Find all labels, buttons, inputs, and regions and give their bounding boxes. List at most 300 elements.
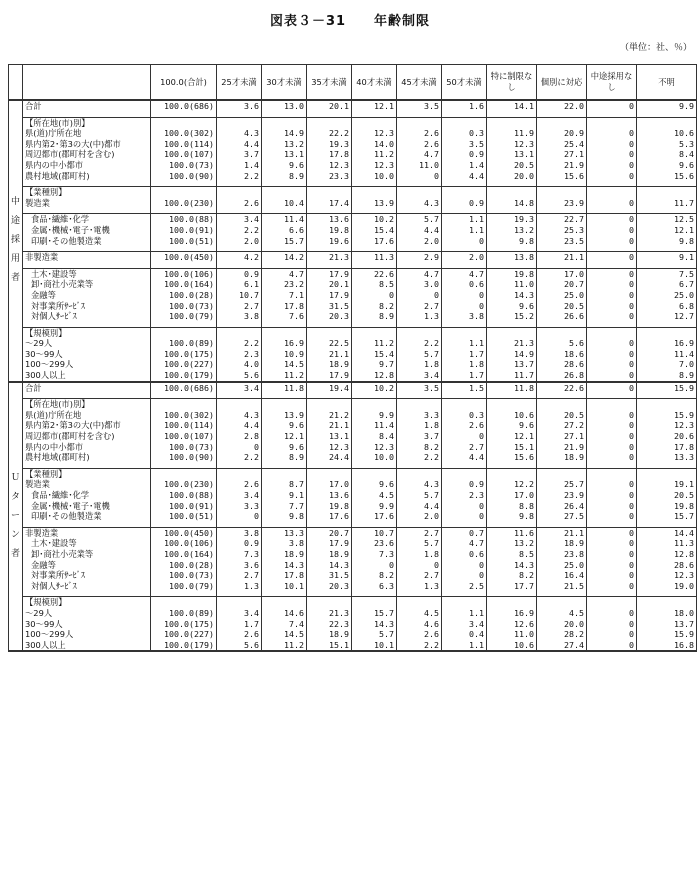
- value-cell: 2.7: [217, 570, 262, 581]
- value-cell: 2.6: [397, 139, 442, 150]
- value-cell: 1.7: [442, 370, 487, 382]
- row-label: 周辺都市(郡町村を含む): [23, 149, 151, 160]
- row-label: 非製造業: [23, 252, 151, 263]
- value-cell: 0: [397, 290, 442, 301]
- value-cell: 0.3: [442, 128, 487, 139]
- value-cell: [397, 187, 442, 198]
- value-cell: 18.9: [307, 549, 352, 560]
- value-cell: 20.9: [537, 128, 587, 139]
- value-cell: 2.3: [217, 349, 262, 360]
- value-cell: 12.3: [352, 442, 397, 453]
- value-cell: 17.9: [307, 268, 352, 279]
- value-cell: [352, 117, 397, 128]
- value-cell: [442, 327, 487, 338]
- value-cell: 5.7: [397, 538, 442, 549]
- value-cell: 18.9: [262, 549, 307, 560]
- table-row: [9, 490, 697, 501]
- table-row: [9, 252, 697, 263]
- table-row: [9, 410, 697, 421]
- row-label: 【業種別】: [23, 187, 151, 198]
- value-cell: 8.9: [637, 370, 697, 382]
- value-cell: 12.1: [352, 100, 397, 112]
- value-cell: 2.5: [442, 581, 487, 592]
- value-cell: 2.7: [217, 301, 262, 312]
- value-cell: 1.3: [397, 311, 442, 322]
- value-cell: 4.7: [442, 538, 487, 549]
- value-cell: [352, 399, 397, 410]
- table-row: [9, 198, 697, 209]
- section-heading-row: [9, 468, 697, 479]
- value-cell: 4.3: [217, 410, 262, 421]
- value-cell: 0: [587, 452, 637, 463]
- value-cell: 19.3: [307, 139, 352, 150]
- value-cell: 20.1: [307, 100, 352, 112]
- value-cell: 3.5: [397, 382, 442, 394]
- value-cell: 6.1: [217, 279, 262, 290]
- value-cell: 17.6: [307, 511, 352, 522]
- value-cell: 0.7: [442, 527, 487, 538]
- value-cell: 3.4: [217, 608, 262, 619]
- value-cell: 15.9: [637, 410, 697, 421]
- row-label: ～29人: [23, 608, 151, 619]
- value-cell: 31.5: [307, 301, 352, 312]
- value-cell: 10.6: [487, 640, 537, 652]
- value-cell: 3.8: [217, 527, 262, 538]
- value-cell: 17.8: [262, 570, 307, 581]
- value-cell: [352, 468, 397, 479]
- value-cell: [352, 187, 397, 198]
- value-cell: 11.4: [262, 214, 307, 225]
- row-label: 対事業所ｻｰﾋﾞｽ: [23, 301, 151, 312]
- value-cell: 20.5: [537, 410, 587, 421]
- value-cell: 100.0(175): [151, 619, 217, 630]
- value-cell: 7.3: [217, 549, 262, 560]
- value-cell: 4.3: [397, 198, 442, 209]
- value-cell: 1.1: [442, 640, 487, 652]
- row-label: 300人以上: [23, 640, 151, 652]
- value-cell: 28.6: [537, 359, 587, 370]
- value-cell: 1.1: [442, 338, 487, 349]
- value-cell: 12.3: [352, 128, 397, 139]
- value-cell: 0: [587, 501, 637, 512]
- group-label: 中 途 採 用 者: [9, 100, 23, 382]
- value-cell: 5.6: [217, 370, 262, 382]
- value-cell: 3.5: [442, 139, 487, 150]
- value-cell: 100.0(686): [151, 382, 217, 394]
- value-cell: [487, 597, 537, 608]
- value-cell: 5.6: [537, 338, 587, 349]
- value-cell: [537, 597, 587, 608]
- value-cell: 100.0(227): [151, 359, 217, 370]
- row-label: 【所在地(市)別】: [23, 399, 151, 410]
- value-cell: 14.9: [487, 349, 537, 360]
- row-label: 合計: [23, 382, 151, 394]
- value-cell: 0: [587, 349, 637, 360]
- table-row: [9, 311, 697, 322]
- table-row: [9, 608, 697, 619]
- row-label: 金属･機械･電子･電機: [23, 501, 151, 512]
- value-cell: 15.2: [487, 311, 537, 322]
- value-cell: 6.3: [352, 581, 397, 592]
- unit-note: （単位：社、％）: [619, 43, 692, 53]
- row-label: 農村地域(郡町村): [23, 171, 151, 182]
- section-heading-row: [9, 187, 697, 198]
- value-cell: [487, 187, 537, 198]
- value-cell: 100.0(89): [151, 608, 217, 619]
- value-cell: 16.9: [487, 608, 537, 619]
- value-cell: 100.0(164): [151, 279, 217, 290]
- value-cell: 8.9: [262, 171, 307, 182]
- value-cell: 9.6: [262, 442, 307, 453]
- value-cell: 17.8: [637, 442, 697, 453]
- value-cell: 23.6: [352, 538, 397, 549]
- value-cell: 18.9: [537, 538, 587, 549]
- value-cell: 22.6: [352, 268, 397, 279]
- value-cell: 18.9: [537, 452, 587, 463]
- row-label: 【規模別】: [23, 327, 151, 338]
- value-cell: [537, 187, 587, 198]
- value-cell: 0: [397, 171, 442, 182]
- value-cell: 2.2: [217, 171, 262, 182]
- value-cell: 1.8: [397, 549, 442, 560]
- value-cell: 0: [587, 511, 637, 522]
- value-cell: 0.6: [442, 549, 487, 560]
- value-cell: 100.0(73): [151, 301, 217, 312]
- value-cell: 9.6: [352, 479, 397, 490]
- value-cell: 12.1: [487, 431, 537, 442]
- value-cell: [587, 399, 637, 410]
- value-cell: 13.1: [262, 149, 307, 160]
- value-cell: 27.4: [537, 640, 587, 652]
- value-cell: 0: [587, 640, 637, 652]
- value-cell: 100.0(28): [151, 560, 217, 571]
- table-row: [9, 452, 697, 463]
- value-cell: 1.8: [442, 359, 487, 370]
- value-cell: 0: [587, 442, 637, 453]
- value-cell: [397, 399, 442, 410]
- value-cell: 9.1: [637, 252, 697, 263]
- value-cell: 100.0(230): [151, 198, 217, 209]
- value-cell: [537, 399, 587, 410]
- column-header: 30才未満: [262, 65, 307, 101]
- table-row: [9, 236, 697, 247]
- value-cell: 19.3: [487, 214, 537, 225]
- value-cell: 21.3: [487, 338, 537, 349]
- value-cell: 100.0(114): [151, 420, 217, 431]
- row-label: 非製造業: [23, 527, 151, 538]
- value-cell: 2.7: [397, 527, 442, 538]
- value-cell: [637, 117, 697, 128]
- value-cell: 14.2: [262, 252, 307, 263]
- value-cell: 13.0: [262, 100, 307, 112]
- value-cell: 2.0: [397, 511, 442, 522]
- value-cell: 9.6: [487, 420, 537, 431]
- value-cell: [307, 399, 352, 410]
- value-cell: 100.0(107): [151, 149, 217, 160]
- value-cell: 10.9: [262, 349, 307, 360]
- value-cell: [537, 468, 587, 479]
- value-cell: 0: [587, 268, 637, 279]
- value-cell: 0.9: [442, 198, 487, 209]
- value-cell: 21.5: [537, 581, 587, 592]
- value-cell: 0: [587, 236, 637, 247]
- column-header: 特に制限なし: [487, 65, 537, 101]
- row-label: 金融等: [23, 560, 151, 571]
- value-cell: 100.0(90): [151, 171, 217, 182]
- value-cell: 19.4: [307, 382, 352, 394]
- value-cell: 14.3: [307, 560, 352, 571]
- value-cell: 3.4: [217, 382, 262, 394]
- table-row: [9, 511, 697, 522]
- column-header: [23, 65, 151, 101]
- value-cell: 25.0: [637, 290, 697, 301]
- table-row: [9, 382, 697, 394]
- value-cell: [217, 399, 262, 410]
- value-cell: 22.5: [307, 338, 352, 349]
- value-cell: 12.1: [262, 431, 307, 442]
- value-cell: 20.0: [487, 171, 537, 182]
- value-cell: 13.3: [637, 452, 697, 463]
- value-cell: 15.7: [352, 608, 397, 619]
- value-cell: 3.3: [397, 410, 442, 421]
- value-cell: 0: [217, 442, 262, 453]
- value-cell: 11.2: [262, 640, 307, 652]
- value-cell: 100.0(89): [151, 338, 217, 349]
- value-cell: 12.3: [352, 160, 397, 171]
- row-label: 農村地域(郡町村): [23, 452, 151, 463]
- row-label: 県(道)庁所在地: [23, 410, 151, 421]
- value-cell: 27.2: [537, 420, 587, 431]
- value-cell: 100.0(107): [151, 431, 217, 442]
- value-cell: 11.2: [352, 149, 397, 160]
- value-cell: 100.0(73): [151, 160, 217, 171]
- value-cell: 10.0: [352, 452, 397, 463]
- value-cell: 8.8: [487, 501, 537, 512]
- value-cell: 12.8: [637, 549, 697, 560]
- table-row: [9, 442, 697, 453]
- value-cell: 0: [587, 420, 637, 431]
- value-cell: 4.5: [397, 608, 442, 619]
- value-cell: [151, 327, 217, 338]
- table-row: [9, 268, 697, 279]
- value-cell: 3.4: [217, 490, 262, 501]
- value-cell: 22.2: [307, 128, 352, 139]
- row-label: 金融等: [23, 290, 151, 301]
- value-cell: 21.9: [537, 442, 587, 453]
- row-label: 合計: [23, 100, 151, 112]
- value-cell: 13.2: [487, 538, 537, 549]
- value-cell: 20.1: [307, 279, 352, 290]
- value-cell: 0: [587, 359, 637, 370]
- value-cell: 4.7: [397, 268, 442, 279]
- row-label: 対個人ｻｰﾋﾞｽ: [23, 581, 151, 592]
- group-label: Ｕ タ ー ン 者: [9, 382, 23, 652]
- section-heading-row: [9, 327, 697, 338]
- value-cell: 7.4: [262, 619, 307, 630]
- row-label: ～29人: [23, 338, 151, 349]
- value-cell: 10.6: [487, 410, 537, 421]
- value-cell: 23.9: [537, 198, 587, 209]
- value-cell: 4.7: [262, 268, 307, 279]
- value-cell: 22.7: [537, 214, 587, 225]
- table-row: [9, 160, 697, 171]
- value-cell: 23.9: [537, 490, 587, 501]
- value-cell: 4.6: [397, 619, 442, 630]
- value-cell: 11.0: [487, 629, 537, 640]
- value-cell: [442, 117, 487, 128]
- value-cell: 15.4: [352, 349, 397, 360]
- value-cell: 4.4: [217, 420, 262, 431]
- value-cell: 0: [442, 560, 487, 571]
- value-cell: 25.3: [537, 225, 587, 236]
- value-cell: [637, 327, 697, 338]
- value-cell: 8.2: [352, 301, 397, 312]
- value-cell: 5.7: [397, 214, 442, 225]
- value-cell: 17.6: [352, 511, 397, 522]
- value-cell: 5.7: [397, 490, 442, 501]
- value-cell: 14.5: [262, 359, 307, 370]
- value-cell: 14.8: [487, 198, 537, 209]
- value-cell: 0: [587, 338, 637, 349]
- value-cell: 2.0: [217, 236, 262, 247]
- value-cell: 4.2: [217, 252, 262, 263]
- value-cell: 7.1: [262, 290, 307, 301]
- value-cell: 7.6: [262, 311, 307, 322]
- value-cell: 9.9: [352, 501, 397, 512]
- value-cell: 17.9: [307, 290, 352, 301]
- value-cell: 4.4: [217, 139, 262, 150]
- value-cell: [397, 117, 442, 128]
- value-cell: [307, 597, 352, 608]
- table-row: [9, 338, 697, 349]
- value-cell: 0: [352, 290, 397, 301]
- row-label: 県内の中小都市: [23, 160, 151, 171]
- value-cell: 9.8: [487, 511, 537, 522]
- value-cell: 15.9: [637, 629, 697, 640]
- value-cell: 10.1: [352, 640, 397, 652]
- value-cell: [587, 187, 637, 198]
- value-cell: [307, 117, 352, 128]
- value-cell: [262, 117, 307, 128]
- value-cell: 19.6: [307, 236, 352, 247]
- value-cell: 4.5: [352, 490, 397, 501]
- value-cell: 100.0(164): [151, 549, 217, 560]
- value-cell: 12.3: [487, 139, 537, 150]
- value-cell: 8.9: [262, 452, 307, 463]
- value-cell: 15.6: [537, 171, 587, 182]
- header-row: [9, 65, 697, 101]
- figure-title: 図表３－31 年齢制限: [269, 14, 431, 29]
- value-cell: 4.5: [537, 608, 587, 619]
- value-cell: 10.7: [217, 290, 262, 301]
- value-cell: [442, 187, 487, 198]
- value-cell: 0: [587, 139, 637, 150]
- value-cell: [262, 327, 307, 338]
- value-cell: 15.1: [487, 442, 537, 453]
- value-cell: 21.2: [307, 410, 352, 421]
- value-cell: 100.0(106): [151, 538, 217, 549]
- value-cell: 0: [587, 490, 637, 501]
- value-cell: 14.9: [262, 128, 307, 139]
- value-cell: [151, 187, 217, 198]
- value-cell: 17.0: [537, 268, 587, 279]
- value-cell: 9.1: [262, 490, 307, 501]
- section-heading-row: [9, 399, 697, 410]
- value-cell: 17.7: [487, 581, 537, 592]
- value-cell: [151, 597, 217, 608]
- value-cell: 0.3: [442, 410, 487, 421]
- value-cell: 4.7: [397, 149, 442, 160]
- value-cell: 18.6: [537, 349, 587, 360]
- value-cell: 0: [587, 629, 637, 640]
- table-row: [9, 431, 697, 442]
- table-row: [9, 359, 697, 370]
- value-cell: [587, 468, 637, 479]
- value-cell: 8.2: [487, 570, 537, 581]
- value-cell: 0.4: [442, 629, 487, 640]
- row-label: 卸･商社小売業等: [23, 549, 151, 560]
- value-cell: 21.1: [537, 252, 587, 263]
- value-cell: 0: [587, 198, 637, 209]
- value-cell: 100.0(28): [151, 290, 217, 301]
- value-cell: 2.2: [217, 225, 262, 236]
- value-cell: 16.9: [262, 338, 307, 349]
- value-cell: 18.0: [637, 608, 697, 619]
- value-cell: 100.0(91): [151, 501, 217, 512]
- value-cell: 14.6: [262, 608, 307, 619]
- value-cell: 100.0(450): [151, 527, 217, 538]
- row-label: 金属･機械･電子･電機: [23, 225, 151, 236]
- value-cell: 19.8: [307, 501, 352, 512]
- value-cell: 17.9: [307, 370, 352, 382]
- value-cell: 8.5: [352, 279, 397, 290]
- value-cell: [397, 597, 442, 608]
- value-cell: 100.0(302): [151, 128, 217, 139]
- value-cell: 0: [587, 290, 637, 301]
- row-label: 製造業: [23, 479, 151, 490]
- value-cell: 0.6: [442, 279, 487, 290]
- table-row: [9, 171, 697, 182]
- value-cell: 0: [442, 301, 487, 312]
- value-cell: 28.2: [537, 629, 587, 640]
- value-cell: 0: [587, 570, 637, 581]
- value-cell: 3.6: [217, 100, 262, 112]
- value-cell: 2.2: [397, 640, 442, 652]
- column-header: 25才未満: [217, 65, 262, 101]
- value-cell: 15.1: [307, 640, 352, 652]
- value-cell: 4.4: [397, 225, 442, 236]
- value-cell: 13.1: [487, 149, 537, 160]
- value-cell: 15.7: [637, 511, 697, 522]
- value-cell: 14.1: [487, 100, 537, 112]
- value-cell: 15.6: [637, 171, 697, 182]
- row-label: 県(道)庁所在地: [23, 128, 151, 139]
- table-row: [9, 570, 697, 581]
- value-cell: 21.1: [307, 349, 352, 360]
- value-cell: 0: [587, 128, 637, 139]
- value-cell: 8.2: [397, 442, 442, 453]
- value-cell: 20.7: [537, 279, 587, 290]
- value-cell: 21.1: [537, 527, 587, 538]
- value-cell: 3.0: [397, 279, 442, 290]
- value-cell: 0.9: [217, 268, 262, 279]
- value-cell: 0: [587, 214, 637, 225]
- value-cell: 100.0(227): [151, 629, 217, 640]
- value-cell: 2.0: [442, 252, 487, 263]
- value-cell: 11.9: [487, 128, 537, 139]
- value-cell: 4.3: [397, 479, 442, 490]
- value-cell: 21.3: [307, 252, 352, 263]
